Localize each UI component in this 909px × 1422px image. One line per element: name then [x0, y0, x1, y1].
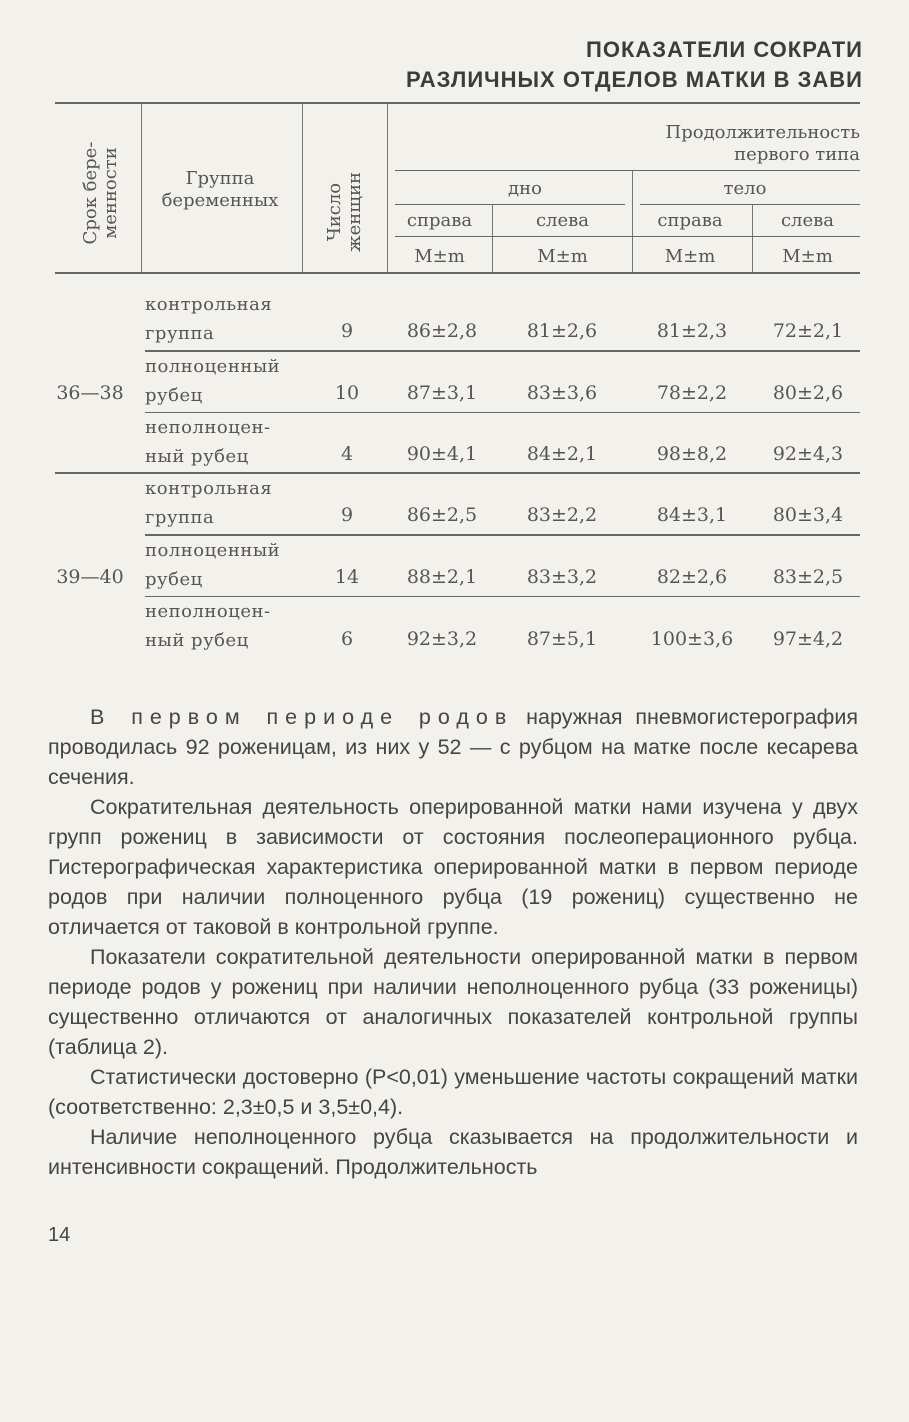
header-divider — [141, 104, 142, 272]
value-cell: 90±4,1 — [406, 443, 478, 465]
header-term-line-1: Срок бере- — [80, 141, 101, 245]
value-cell: 98±8,2 — [656, 443, 728, 465]
count-cell: 9 — [340, 504, 354, 526]
data-table — [55, 100, 860, 680]
header-subrule — [395, 236, 860, 237]
header-body-left: слева — [780, 210, 835, 231]
paragraph: Наличие неполноценного рубца сказывается на продолжительности и интенсивности сокращений. Продолжительность — [48, 1125, 858, 1179]
spaced-emphasis: В первом периоде родов — [90, 705, 514, 729]
header-duration-line-2: первого типа — [734, 144, 860, 165]
page-number: 14 — [48, 1224, 71, 1246]
value-cell: 84±2,1 — [526, 443, 598, 465]
header-mean: M±m — [414, 246, 465, 267]
paragraph: Статистически достоверно (P<0,01) уменьшение частоты сокращений матки (соответственно: 2,3±0,5 и 3,5±0,4). — [48, 1065, 858, 1119]
header-divider — [302, 104, 303, 272]
value-cell: 78±2,2 — [656, 382, 728, 404]
paragraph: Показатели сократительной деятельности оперированной матки в первом периоде родов у рожениц при наличии неполноценного рубца (33 роженицы) существенно отличаются от аналогичных показателей контрольной группы (таблица 2). — [48, 945, 858, 1059]
group-label-line: группа — [145, 507, 215, 528]
paragraph-text: наружная пневмогистерография проводилась 92 роженицам, из них у 52 — с рубцом на матке после кесарева сечения. — [48, 705, 858, 789]
paragraph: Сократительная деятельность оперированной матки нами изучена у двух групп рожениц в зависимости от состояния послеоперационного рубца. Гистерографическая характеристика оперированной матки в первом периоде родов при наличии полноценного рубца (19 рожениц) существенно не отличается от таковой в контрольной группе. — [48, 795, 858, 939]
table-title — [406, 35, 863, 95]
header-term-line-2: менности — [100, 147, 121, 239]
header-mean: M±m — [664, 246, 716, 267]
group-label-line: контрольная — [145, 478, 273, 499]
header-subrule — [640, 204, 860, 205]
value-cell: 82±2,6 — [656, 566, 728, 588]
header-mean: M±m — [537, 246, 588, 267]
period-label: 36—38 — [56, 382, 124, 404]
header-duration-line-1: Продолжительность — [665, 122, 860, 143]
count-cell: 4 — [340, 443, 354, 465]
value-cell: 72±2,1 — [772, 320, 844, 342]
group-label-line: неполноцен- — [145, 601, 271, 622]
header-duration — [575, 122, 860, 166]
header-fundus: дно — [508, 178, 542, 199]
value-cell: 83±3,2 — [526, 566, 598, 588]
group-label-line: рубец — [145, 569, 203, 590]
value-cell: 83±2,5 — [772, 566, 844, 588]
value-cell: 86±2,5 — [406, 504, 478, 526]
group-label — [145, 597, 305, 655]
value-cell: 83±2,2 — [526, 504, 598, 526]
count-cell: 9 — [340, 320, 354, 342]
value-cell: 84±3,1 — [656, 504, 728, 526]
header-divider — [492, 204, 493, 272]
count-cell: 10 — [334, 382, 360, 404]
value-cell: 80±2,6 — [772, 382, 844, 404]
header-bottom-rule — [55, 272, 860, 274]
group-label-line: полноценный — [145, 356, 281, 377]
group-label — [145, 290, 305, 348]
group-label — [145, 536, 305, 594]
paragraph — [48, 702, 858, 792]
title-line-2: РАЗЛИЧНЫХ ОТДЕЛОВ МАТКИ В ЗАВИ — [406, 67, 863, 92]
header-body-right: справа — [657, 210, 723, 231]
value-cell: 81±2,6 — [526, 320, 598, 342]
group-label-line: полноценный — [145, 540, 281, 561]
period-label: 39—40 — [56, 566, 124, 588]
value-cell: 87±3,1 — [406, 382, 478, 404]
group-label-line: ный рубец — [145, 446, 249, 467]
header-divider — [752, 204, 753, 272]
group-label — [145, 413, 305, 471]
group-label-line: группа — [145, 323, 215, 344]
value-cell: 97±4,2 — [772, 628, 844, 650]
header-subrule — [395, 204, 625, 205]
value-cell: 80±3,4 — [772, 504, 844, 526]
header-group-line-2: беременных — [161, 190, 279, 211]
value-cell: 87±5,1 — [526, 628, 598, 650]
value-cell: 83±3,6 — [526, 382, 598, 404]
header-fundus-left: слева — [535, 210, 590, 231]
header-term — [81, 128, 121, 258]
group-label — [145, 352, 305, 410]
header-count-line-1: Число — [324, 182, 345, 242]
group-label-line: неполноцен- — [145, 417, 271, 438]
table-top-rule — [55, 102, 860, 104]
header-count — [325, 162, 365, 262]
group-label-line: ный рубец — [145, 630, 249, 651]
header-subrule — [395, 170, 860, 171]
value-cell: 86±2,8 — [406, 320, 478, 342]
header-group — [155, 168, 285, 212]
body-text — [48, 702, 858, 1182]
group-label-line: контрольная — [145, 294, 273, 315]
header-fundus-right: справа — [406, 210, 473, 231]
value-cell: 92±4,3 — [772, 443, 844, 465]
header-body: тело — [723, 178, 767, 199]
group-label — [145, 474, 305, 532]
value-cell: 100±3,6 — [650, 628, 734, 650]
header-mean: M±m — [782, 246, 833, 267]
group-label-line: рубец — [145, 385, 203, 406]
header-divider — [632, 170, 633, 272]
header-group-line-1: Группа — [185, 168, 255, 189]
count-cell: 6 — [340, 628, 354, 650]
value-cell: 81±2,3 — [656, 320, 728, 342]
value-cell: 88±2,1 — [406, 566, 478, 588]
title-line-1: ПОКАЗАТЕЛИ СОКРАТИ — [586, 37, 863, 62]
header-count-line-2: женщин — [344, 172, 365, 252]
count-cell: 14 — [334, 566, 360, 588]
value-cell: 92±3,2 — [406, 628, 478, 650]
